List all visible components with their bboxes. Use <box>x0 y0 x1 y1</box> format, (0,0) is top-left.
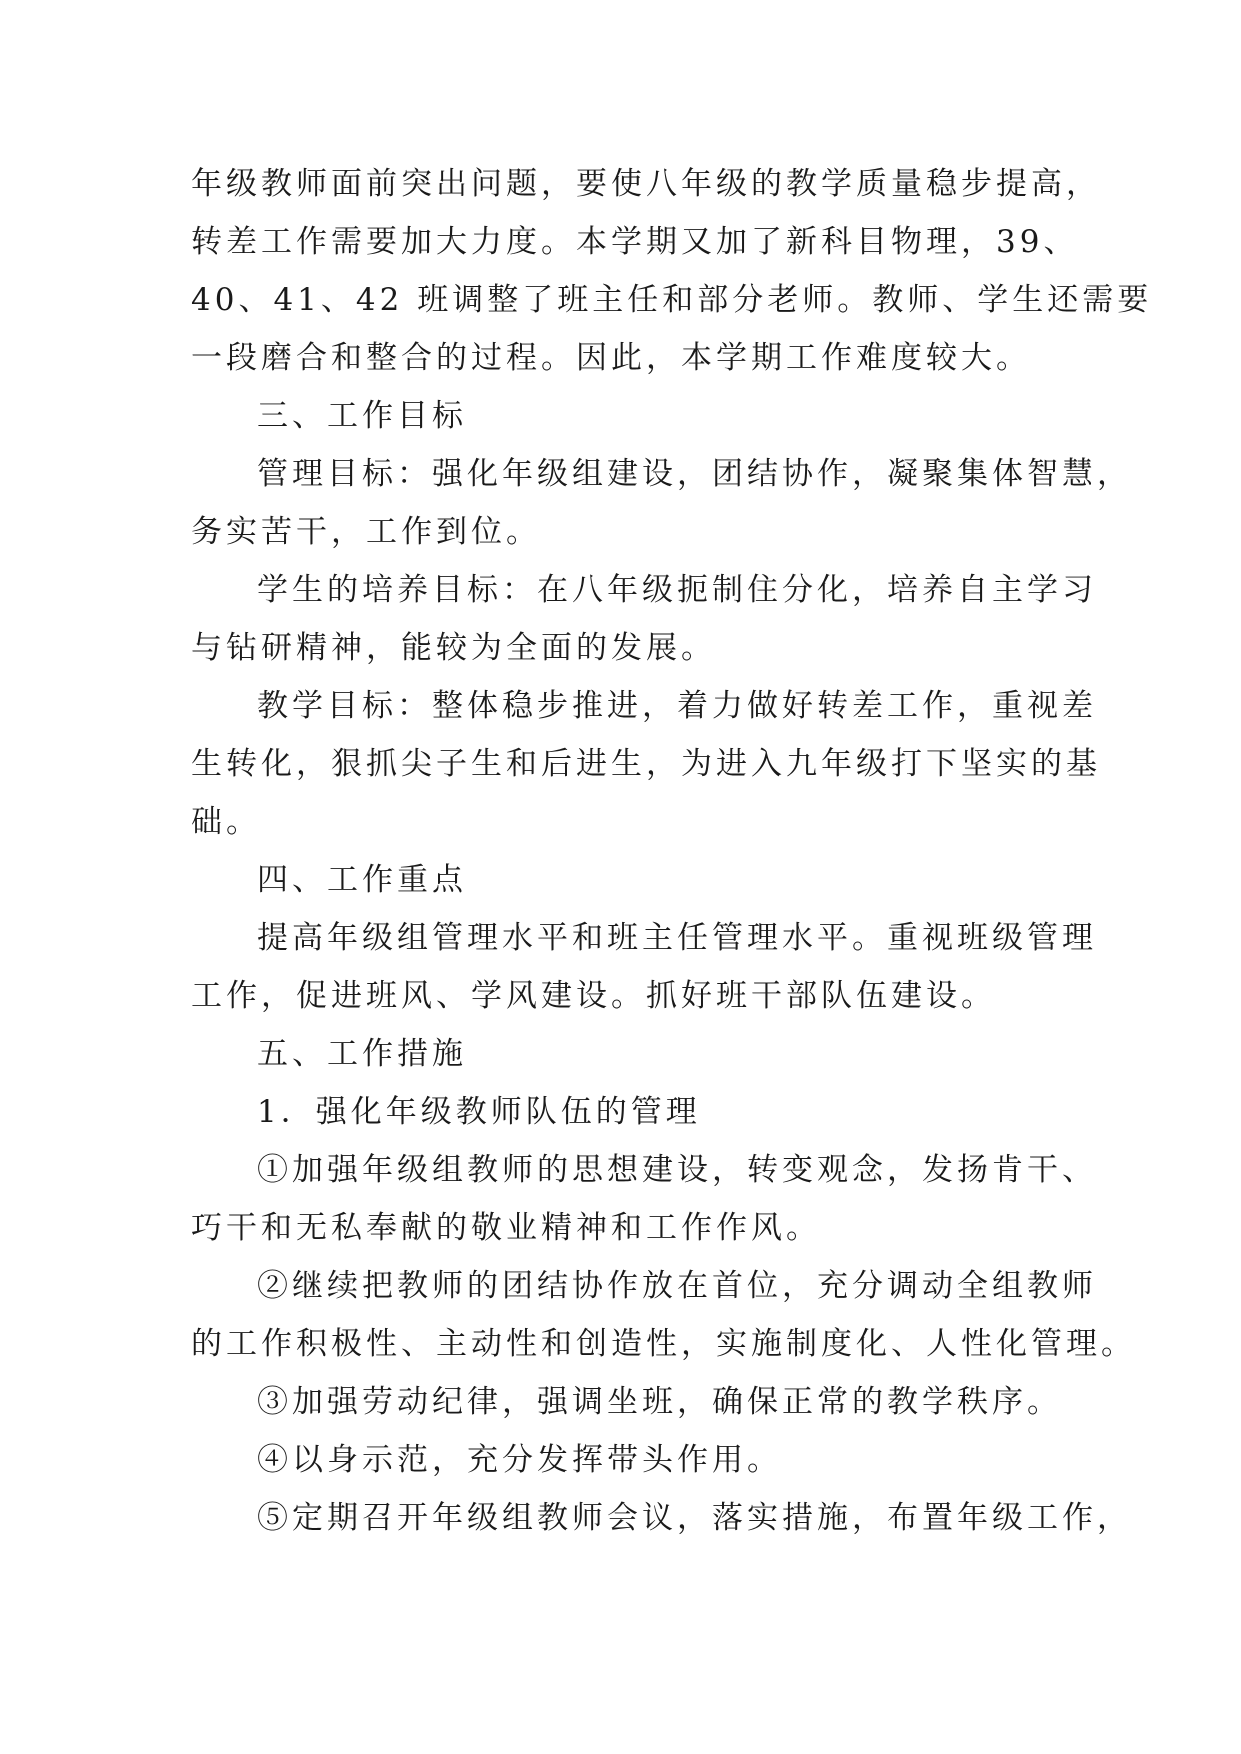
text-line: 与钻研精神，能较为全面的发展。 <box>191 630 716 666</box>
subsection-heading: 1．强化年级教师队伍的管理 <box>257 1094 701 1130</box>
text-line: 巧干和无私奉献的敬业精神和工作作风。 <box>191 1210 821 1246</box>
text-line: 转差工作需要加大力度。本学期又加了新科目物理，39、 <box>191 224 1079 260</box>
section-heading: 三、工作目标 <box>257 398 467 434</box>
section-heading: 四、工作重点 <box>257 862 467 898</box>
text-line: 一段磨合和整合的过程。因此，本学期工作难度较大。 <box>191 340 1031 376</box>
text-line: 40、41、42 班调整了班主任和部分老师。教师、学生还需要 <box>191 282 1153 318</box>
text-line: 生转化，狠抓尖子生和后进生，为进入九年级打下坚实的基 <box>191 746 1101 782</box>
list-item: ④以身示范，充分发挥带头作用。 <box>257 1442 782 1478</box>
list-item: ②继续把教师的团结协作放在首位，充分调动全组教师 <box>257 1268 1097 1304</box>
text-line: 年级教师面前突出问题，要使八年级的教学质量稳步提高， <box>191 166 1101 202</box>
list-item: ⑤定期召开年级组教师会议，落实措施，布置年级工作， <box>257 1500 1132 1536</box>
list-item: ①加强年级组教师的思想建设，转变观念，发扬肯干、 <box>257 1152 1097 1188</box>
document-body <box>191 155 1153 1547</box>
text-line: 教学目标：整体稳步推进，着力做好转差工作，重视差 <box>257 688 1097 724</box>
text-line: 的工作积极性、主动性和创造性，实施制度化、人性化管理。 <box>191 1326 1136 1362</box>
list-item: ③加强劳动纪律，强调坐班，确保正常的教学秩序。 <box>257 1384 1062 1420</box>
text-line: 学生的培养目标：在八年级扼制住分化，培养自主学习 <box>257 572 1097 608</box>
text-line: 务实苦干，工作到位。 <box>191 514 541 550</box>
text-line: 础。 <box>191 804 261 840</box>
text-line: 提高年级组管理水平和班主任管理水平。重视班级管理 <box>257 920 1097 956</box>
section-heading: 五、工作措施 <box>257 1036 467 1072</box>
text-line: 管理目标：强化年级组建设，团结协作，凝聚集体智慧， <box>257 456 1132 492</box>
text-line: 工作，促进班风、学风建设。抓好班干部队伍建设。 <box>191 978 996 1014</box>
